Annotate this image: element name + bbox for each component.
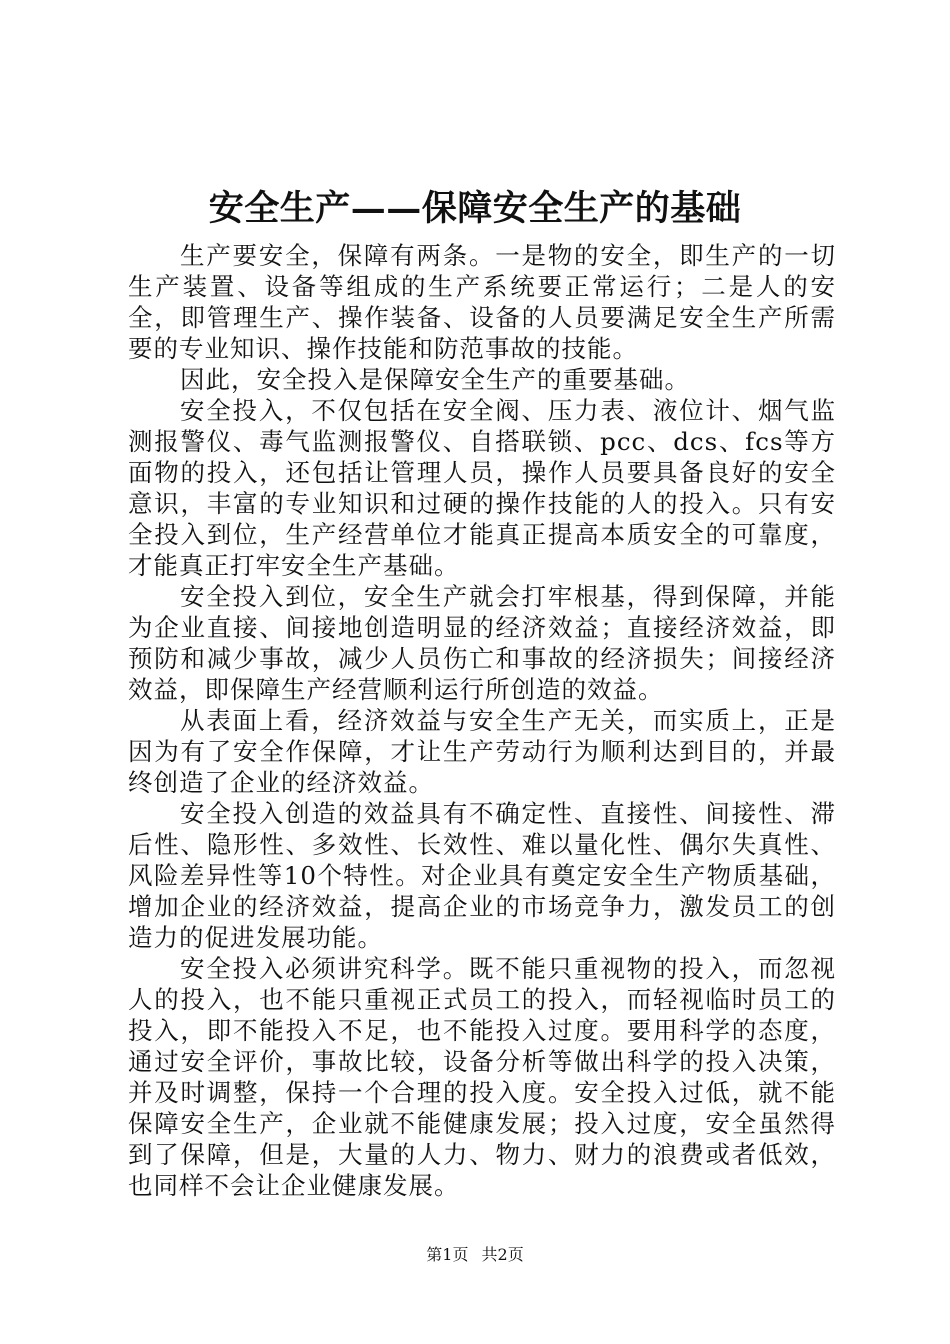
paragraph-6: 安全投入创造的效益具有不确定性、直接性、间接性、滞后性、隐形性、多效性、长效性、难以量化性、偶尔失真性、风险差异性等10个特性。对企业具有奠定安全生产物质基础，增加企业的经济效益，提高企业的市场竞争力，激发员工的创造力的促进发展功能。 [128,799,836,952]
page-total: 共2页 [481,1245,524,1264]
paragraph-2: 因此，安全投入是保障安全生产的重要基础。 [180,365,690,394]
paragraph-7: 安全投入必须讲究科学。既不能只重视物的投入，而忽视人的投入，也不能只重视正式员工的投入，而轻视临时员工的投入，即不能投入不足，也不能投入过度。要用科学的态度，通过安全评价，事故比较，设备分析等做出科学的投入决策，并及时调整，保持一个合理的投入度。安全投入过低，就不能保障安全生产，企业就不能健康发展；投入过度，安全虽然得到了保障，但是，大量的人力、物力、财力的浪费或者低效，也同样不会让企业健康发展。 [128,954,836,1200]
page-current: 第1页 [426,1245,469,1264]
page-number-footer [0,1244,950,1266]
paragraph-5: 从表面上看，经济效益与安全生产无关，而实质上，正是因为有了安全作保障，才让生产劳动行为顺利达到目的，并最终创造了企业的经济效益。 [128,706,836,797]
paragraph-1: 生产要安全，保障有两条。一是物的安全，即生产的一切生产装置、设备等组成的生产系统要正常运行；二是人的安全，即管理生产、操作装备、设备的人员要满足安全生产所需要的专业知识、操作技能和防范事故的技能。 [128,241,836,363]
paragraph-4: 安全投入到位，安全生产就会打牢根基，得到保障，并能为企业直接、间接地创造明显的经济效益；直接经济效益，即预防和减少事故，减少人员伤亡和事故的经济损失；间接经济效益，即保障生产经营顺利运行所创造的效益。 [128,582,836,704]
document-title: 安全生产——保障安全生产的基础 [208,188,742,229]
paragraph-3: 安全投入，不仅包括在安全阀、压力表、液位计、烟气监测报警仪、毒气监测报警仪、自搭联锁、pcc、dcs、fcs等方面物的投入，还包括让管理人员，操作人员要具备良好的安全意识，丰富的专业知识和过硬的操作技能的人的投入。只有安全投入到位，生产经营单位才能真正提高本质安全的可靠度，才能真正打牢安全生产基础。 [128,396,836,580]
document-body [128,240,836,1201]
